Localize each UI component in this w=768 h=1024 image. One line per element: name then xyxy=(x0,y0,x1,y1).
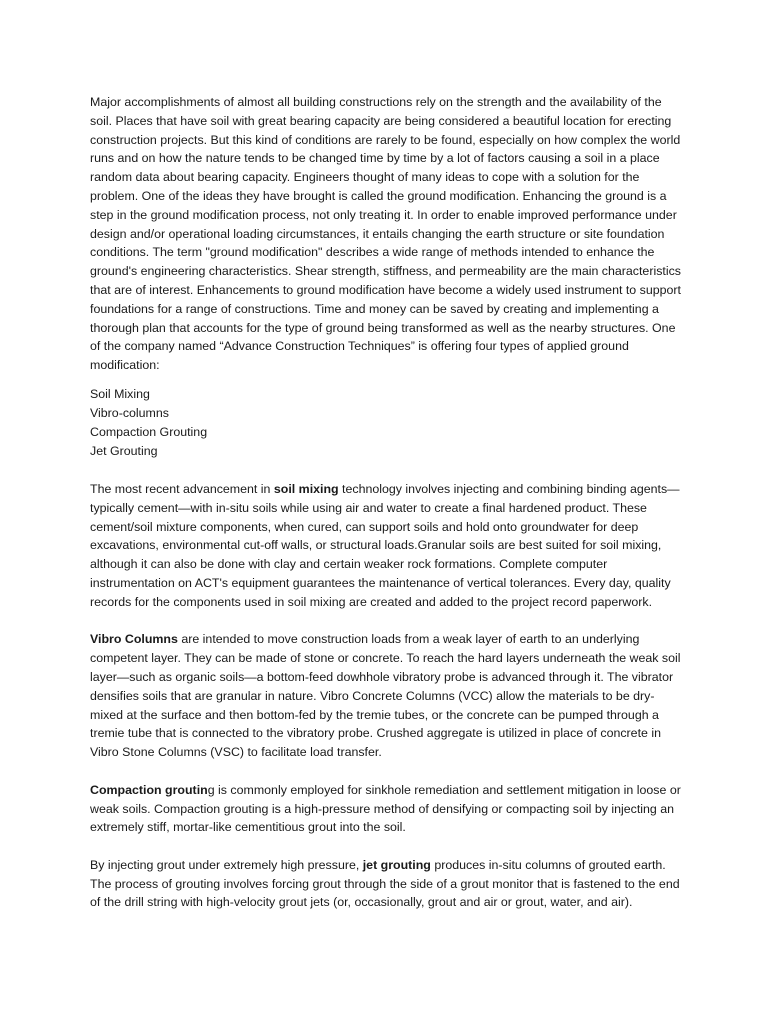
jet-grouting-lead: By injecting grout under extremely high pressure, xyxy=(90,857,363,872)
list-item-compaction-grouting: Compaction Grouting xyxy=(90,424,208,439)
compaction-grouting-term: Compaction groutin xyxy=(90,782,208,797)
vibro-columns-text: are intended to move construction loads from a weak layer of earth to an underlying competent layer. They can be made of stone or concrete. To reach the hard layers underneath the weak soil layer—such as organic soils—a bottom-feed dowhhole vibratory probe is advanced through it. The vibrator densifies soils that are granular in nature. Vibro Concrete Columns (VCC) allow the materials to be dry-mixed at the surface and then bottom-fed by the tremie tubes, or the concrete can be pumped through a tremie tube that is connected to the vibratory probe. Crushed aggregate is utilized in place of concrete in Vibro Stone Columns (VSC) to facilitate load transfer. xyxy=(90,632,681,760)
vibro-columns-term: Vibro Columns xyxy=(90,632,178,647)
jet-grouting-term: jet grouting xyxy=(362,857,431,872)
method-list xyxy=(90,385,686,461)
soil-mixing-paragraph xyxy=(90,480,686,612)
compaction-grouting-text: g is commonly employed for sinkhole remediation and settlement mitigation in loose or weak soils. Compaction grouting is a high-pressure method of densifying or compacting soil by injecting an extremely stiff, mortar-like cementitious grout into the soil. xyxy=(90,782,681,835)
soil-mixing-text: technology involves injecting and combining binding agents—typically cement—with in-situ soils while using air and water to create a final hardened product. These cement/soil mixture components, when cured, can support soils and hold onto groundwater for deep excavations, environmental cut-off walls, or structural loads.Granular soils are best suited for soil mixing, although it can also be done with clay and certain weaker rock formations. Complete computer instrumentation on ACT's equipment guarantees the maintenance of vertical tolerances. Every day, quality records for the components used in soil mixing are created and added to the project record paperwork. xyxy=(90,481,680,609)
soil-mixing-term: soil mixing xyxy=(273,481,339,496)
document-body xyxy=(90,93,686,931)
jet-grouting-paragraph xyxy=(90,856,686,912)
compaction-grouting-paragraph xyxy=(90,781,686,837)
soil-mixing-lead: The most recent advancement in xyxy=(90,481,274,496)
list-item-vibro-columns: Vibro-columns xyxy=(90,405,169,420)
list-item-jet-grouting: Jet Grouting xyxy=(90,443,158,458)
vibro-columns-paragraph xyxy=(90,630,686,762)
jet-grouting-text: produces in-situ columns of grouted earth. The process of grouting involves forcing grout through the side of a grout monitor that is fastened to the end of the drill string with high-velocity grout jets (or, occasionally, grout and air or grout, water, and air). xyxy=(90,857,680,910)
intro-paragraph: Major accomplishments of almost all building constructions rely on the strength and the availability of the soil. Places that have soil with great bearing capacity are being considered a beautiful location for erecting construction projects. But this kind of conditions are rarely to be found, especially on how complex the world runs and on how the nature tends to be changed time by time by a lot of factors causing a soil in a place random data about bearing capacity. Engineers thought of many ideas to cope with a solution for the problem. One of the ideas they have brought is called the ground modification. Enhancing the ground is a step in the ground modification process, not only treating it. In order to enable improved performance under design and/or operational loading circumstances, it entails changing the earth structure or site foundation conditions. The term "ground modification" describes a wide range of methods intended to enhance the ground's engineering characteristics. Shear strength, stiffness, and permeability are the main characteristics that are of interest. Enhancements to ground modification have become a widely used instrument to support foundations for a range of constructions. Time and money can be saved by creating and implementing a thorough plan that accounts for the type of ground being transformed as well as the nearby structures. One of the company named “Advance Construction Techniques” is offering four types of applied ground modification: xyxy=(90,95,681,373)
list-item-soil-mixing: Soil Mixing xyxy=(90,386,150,401)
